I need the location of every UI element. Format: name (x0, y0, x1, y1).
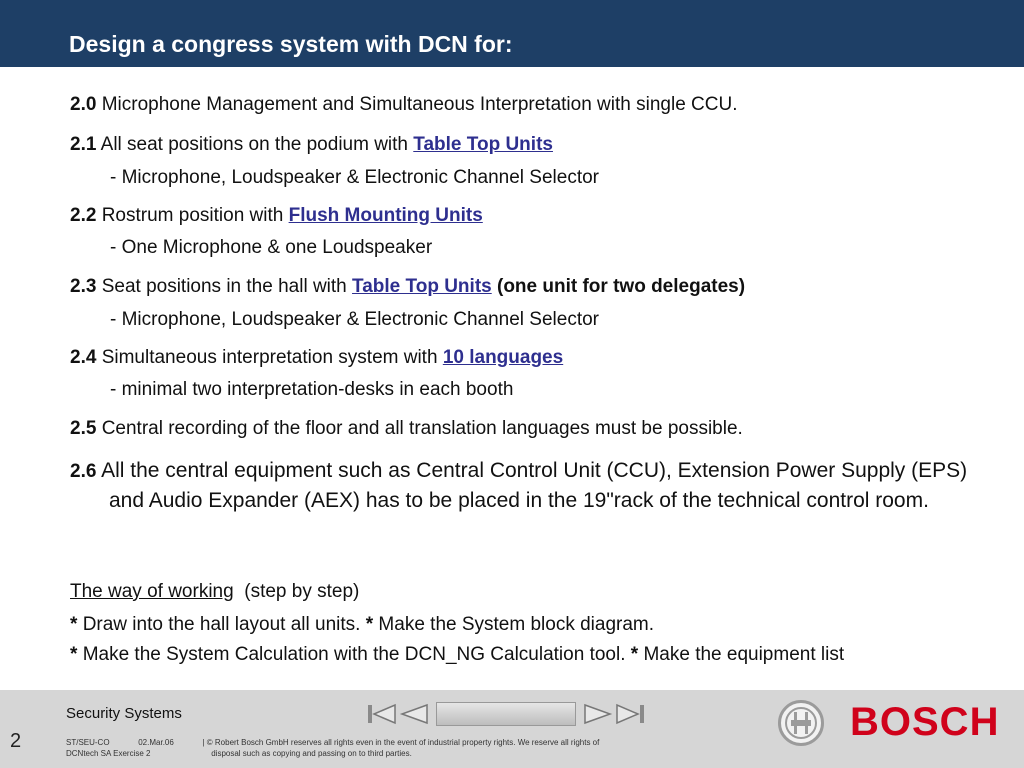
item-number: 2.2 (70, 205, 97, 226)
item-2-3-sub: - Microphone, Loudspeaker & Electronic Channel Selector (110, 309, 599, 330)
item-2-3 (70, 276, 745, 298)
slide-progress-bar[interactable] (436, 702, 576, 726)
item-2-2-sub: - One Microphone & one Loudspeaker (110, 237, 433, 258)
item-2-4 (70, 347, 563, 369)
step-text: Make the System block diagram. (378, 614, 655, 635)
star-bullet: * (70, 644, 78, 665)
meta-row-1 (66, 737, 599, 748)
previous-slide-button[interactable] (398, 702, 430, 726)
item-number: 2.1 (70, 134, 97, 155)
footer (0, 690, 1024, 768)
item-text: Rostrum position with (101, 205, 284, 226)
previous-slide-icon (399, 703, 429, 725)
item-text: All the central equipment such as Central Control Unit (CCU), Extension Power Supply (EPS) and Audio Expander (AEX) has to be placed in the 19"rack of the technical control room. (101, 459, 968, 512)
item-number: 2.4 (70, 347, 97, 368)
meta-row-2 (66, 748, 599, 759)
meta-department: ST/SEU-CO (66, 738, 110, 747)
armature-icon (781, 703, 821, 743)
way-heading-underlined: The way of working (70, 581, 234, 602)
item-2-2 (70, 205, 483, 227)
meta-copyright-2: disposal such as copying and passing on to third parties. (211, 749, 412, 758)
way-of-working-heading (70, 581, 359, 603)
page-number: 2 (10, 730, 22, 752)
meta-date: 02.Mar.06 (138, 738, 174, 747)
star-bullet: * (365, 614, 374, 635)
link-table-top-units[interactable]: Table Top Units (413, 134, 553, 155)
item-2-0 (70, 94, 738, 116)
meta-filename: DCNtech SA Exercise 2 (66, 749, 151, 758)
item-2-5 (70, 418, 743, 440)
item-text: Microphone Management and Simultaneous Interpretation with single CCU. (101, 94, 738, 115)
item-number: 2.5 (70, 418, 97, 439)
item-2-4-sub: - minimal two interpretation-desks in each booth (110, 379, 514, 400)
item-2-1-sub: - Microphone, Loudspeaker & Electronic Channel Selector (110, 167, 599, 188)
way-line-2 (70, 644, 844, 666)
bosch-armature-logo-icon (778, 700, 824, 746)
item-2-6 (70, 456, 970, 515)
item-text: Central recording of the floor and all translation languages must be possible. (101, 418, 743, 439)
page-title: Design a congress system with DCN for: (69, 31, 513, 57)
slide-navigation (366, 702, 646, 726)
way-line-1 (70, 614, 654, 636)
link-table-top-units-hall[interactable]: Table Top Units (352, 276, 492, 297)
item-2-1 (70, 134, 553, 156)
item-number: 2.0 (70, 94, 97, 115)
item-text: All seat positions on the podium with (100, 134, 408, 155)
link-10-languages[interactable]: 10 languages (442, 347, 564, 368)
item-2-6-paragraph (70, 456, 970, 515)
first-slide-icon (367, 703, 397, 725)
next-slide-icon (583, 703, 613, 725)
bosch-logo: BOSCH (850, 700, 1000, 744)
star-bullet: * (630, 644, 639, 665)
link-flush-mounting-units[interactable]: Flush Mounting Units (288, 205, 483, 226)
meta-copyright-1: | © Robert Bosch GmbH reserves all rights even in the event of industrial property rights. We reserve all rights of (202, 738, 600, 747)
title-bar (0, 0, 1024, 67)
star-bullet: * (70, 614, 78, 635)
first-slide-button[interactable] (366, 702, 398, 726)
footer-meta (66, 737, 599, 759)
item-text: Simultaneous interpretation system with (101, 347, 438, 368)
step-text: Make the equipment list (643, 644, 845, 665)
item-bold-note: (one unit for two delegates) (497, 276, 746, 297)
way-heading-suffix: (step by step) (244, 581, 360, 602)
item-number: 2.6 (70, 461, 97, 482)
step-text: Make the System Calculation with the DCN_NG Calculation tool. (82, 644, 626, 665)
security-systems-label: Security Systems (66, 705, 182, 722)
last-slide-icon (615, 703, 645, 725)
item-text: Seat positions in the hall with (101, 276, 347, 297)
next-slide-button[interactable] (582, 702, 614, 726)
last-slide-button[interactable] (614, 702, 646, 726)
step-text: Draw into the hall layout all units. (82, 614, 361, 635)
item-number: 2.3 (70, 276, 97, 297)
